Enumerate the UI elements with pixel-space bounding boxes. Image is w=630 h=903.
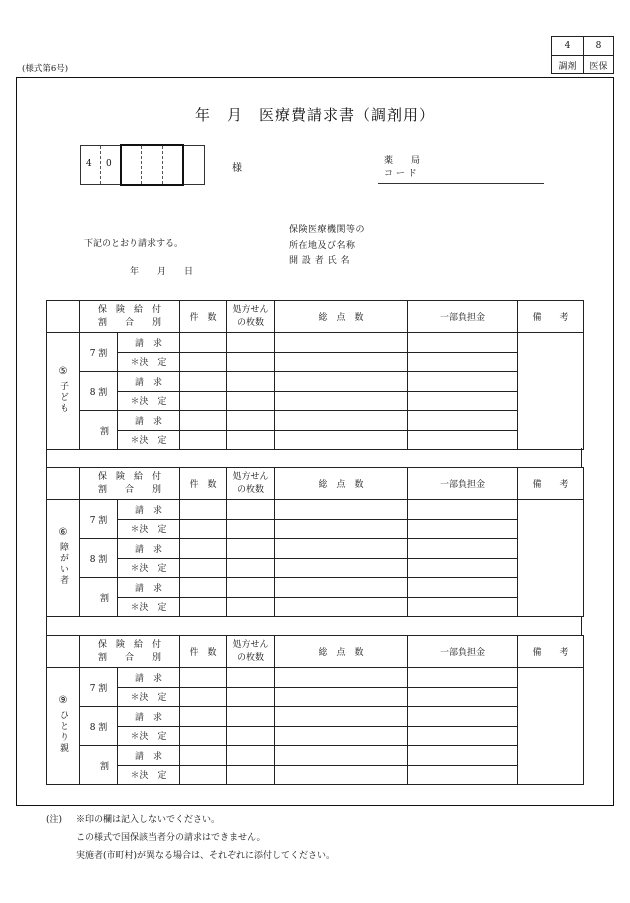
table-row: ＊決 定 <box>47 765 584 785</box>
page-title: 年 月 医療費請求書（調剤用） <box>194 106 435 124</box>
code-bottom-left: 調剤 <box>558 62 577 72</box>
table-header-row <box>47 468 584 500</box>
table-row: 割 請 求 <box>47 746 584 766</box>
table-row: ＊決 定 <box>47 352 584 372</box>
table-header-row <box>47 301 584 333</box>
category-cell: ⑨ ひとり親 <box>47 668 80 785</box>
code-bottom-right: 医保 <box>589 62 608 72</box>
section-separator <box>46 448 582 467</box>
header-insurance: 保 険 給 付 割 合 別 <box>80 301 180 333</box>
ratio-cell: 7 割 <box>80 668 118 707</box>
header-insurance: 保 険 給 付 割 合 別 <box>80 468 180 500</box>
header-prescriptions: 処方せん の枚数 <box>227 636 275 668</box>
ratio-cell: 8 割 <box>80 539 118 578</box>
note-line-2: この様式で国保該当者分の請求はできません。 <box>76 833 266 843</box>
pharmacy-label: 薬 局 <box>384 156 421 166</box>
code-label: コ ー ド <box>384 169 417 179</box>
institution-label-2: 所在地及び名称 <box>289 241 356 251</box>
table-row: ＊決 定 <box>47 687 584 707</box>
request-text: 下記のとおり請求する。 <box>84 239 184 249</box>
header-total-points: 総 点 数 <box>275 468 408 500</box>
ratio-cell: 割 <box>80 746 118 785</box>
header-insurance: 保 険 給 付 割 合 別 <box>80 636 180 668</box>
header-count: 件 数 <box>180 636 227 668</box>
header-prescriptions: 処方せん の枚数 <box>227 301 275 333</box>
table-row: ＊決 定 <box>47 430 584 450</box>
form-code-box <box>551 36 614 74</box>
header-total-points: 総 点 数 <box>275 636 408 668</box>
remarks-cell[interactable] <box>518 668 584 785</box>
table-row: 8 割 請 求 <box>47 372 584 392</box>
table-row: ⑤ 子ども 7 割 請 求 <box>47 333 584 353</box>
institution-label-3: 開 設 者 氏 名 <box>289 256 350 266</box>
number-digit-1: 4 <box>86 159 92 169</box>
header-remarks: 備 考 <box>518 468 584 500</box>
table-row: 8 割 請 求 <box>47 539 584 559</box>
header-total-points: 総 点 数 <box>275 301 408 333</box>
table-row: ⑨ ひとり親 7 割 請 求 <box>47 668 584 688</box>
section-separator <box>46 616 582 635</box>
table-row: ＊決 定 <box>47 597 584 617</box>
table-row: 8 割 請 求 <box>47 707 584 727</box>
category-cell: ⑤ 子ども <box>47 333 80 450</box>
table-row: 割 請 求 <box>47 411 584 431</box>
number-entry-box[interactable] <box>120 144 184 186</box>
header-count: 件 数 <box>180 301 227 333</box>
header-copay: 一部負担金 <box>408 636 518 668</box>
ratio-cell: 7 割 <box>80 333 118 372</box>
header-copay: 一部負担金 <box>408 468 518 500</box>
remarks-cell[interactable] <box>518 333 584 450</box>
table-header-row <box>47 636 584 668</box>
table-row: ＊決 定 <box>47 726 584 746</box>
pharmacy-code-line <box>378 183 544 184</box>
table-row: 割 請 求 <box>47 578 584 598</box>
table-row: ＊決 定 <box>47 558 584 578</box>
claim-table-hitorioya <box>46 635 584 785</box>
claim-table-shogaisha <box>46 467 584 617</box>
header-count: 件 数 <box>180 468 227 500</box>
institution-label-1: 保険医療機関等の <box>289 225 366 235</box>
table-row: ＊決 定 <box>47 519 584 539</box>
form-number-label: (様式第6号) <box>22 64 69 74</box>
table-row: ＊決 定 <box>47 391 584 411</box>
notes-prefix: (注) <box>46 815 63 825</box>
table-row: ⑥ 障がい者 7 割 請 求 <box>47 500 584 520</box>
note-line-3: 実施者(市町村)が異なる場合は、それぞれに添付してください。 <box>76 851 336 861</box>
header-remarks: 備 考 <box>518 301 584 333</box>
code-top-right: 8 <box>595 41 602 51</box>
remarks-cell[interactable] <box>518 500 584 617</box>
code-top-left: 4 <box>564 41 571 51</box>
category-cell: ⑥ 障がい者 <box>47 500 80 617</box>
ratio-cell: 8 割 <box>80 707 118 746</box>
date-text: 年 月 日 <box>130 267 194 277</box>
header-copay: 一部負担金 <box>408 301 518 333</box>
ratio-cell: 8 割 <box>80 372 118 411</box>
ratio-cell: 割 <box>80 578 118 617</box>
header-remarks: 備 考 <box>518 636 584 668</box>
ratio-cell: 割 <box>80 411 118 450</box>
claim-table-kodomo <box>46 300 584 450</box>
sama-label: 様 <box>232 163 242 174</box>
ratio-cell: 7 割 <box>80 500 118 539</box>
number-digit-2: 0 <box>106 159 112 169</box>
note-line-1: ※印の欄は記入しないでください。 <box>76 815 221 825</box>
header-prescriptions: 処方せん の枚数 <box>227 468 275 500</box>
